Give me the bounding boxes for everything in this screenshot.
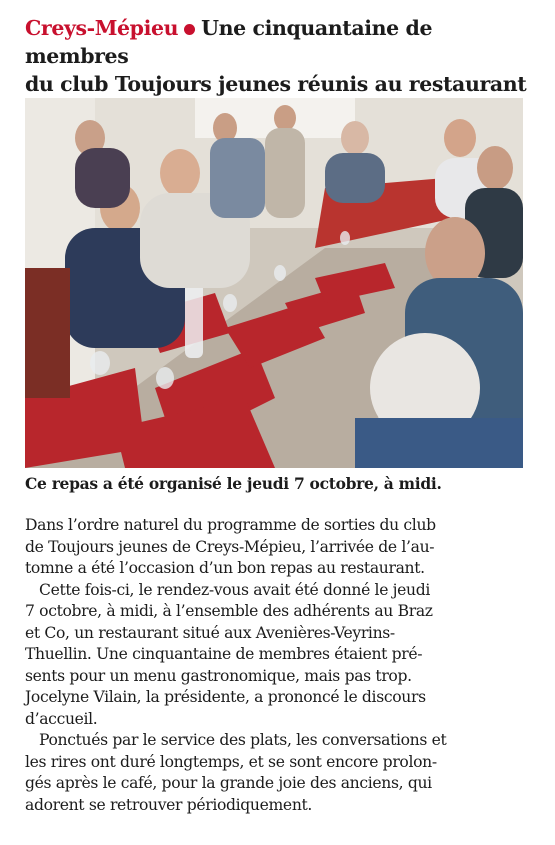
restaurant-group-photo-icon: [25, 98, 523, 468]
body-line: Jocelyne Vilain, la présidente, a prononcé le discours: [25, 688, 426, 706]
body-line: gés après le café, pour la grande joie des anciens, qui: [25, 774, 432, 792]
headline-line-1: [25, 14, 535, 70]
body-line: d’accueil.: [25, 709, 98, 728]
body-line: tomne a été l’occasion d’un bon repas au restaurant.: [25, 559, 425, 577]
body-line: Dans l’ordre naturel du programme de sorties du club: [25, 516, 436, 534]
bullet-dot-icon: [184, 24, 195, 35]
photo-caption: Ce repas a été organisé le jeudi 7 octobre, à midi.: [25, 474, 442, 493]
body-line: Thuellin. Une cinquantaine de membres étaient pré-: [25, 645, 423, 663]
headline: [25, 14, 535, 98]
article-photo: [25, 98, 523, 468]
body-line: adorent se retrouver périodiquement.: [25, 795, 313, 814]
headline-line-2: du club Toujours jeunes réunis au restaurant: [25, 72, 527, 96]
body-line: de Toujours jeunes de Creys-Mépieu, l’arrivée de l’au-: [25, 537, 435, 556]
kicker-location: Creys-Mépieu: [25, 16, 179, 40]
article-body: [25, 515, 530, 816]
headline-title-part-1: Une cinquantaine de membres: [25, 16, 433, 68]
body-line: Ponctués par le service des plats, les conversations et: [39, 731, 447, 749]
body-line: 7 octobre, à midi, à l’ensemble des adhérents au Braz: [25, 602, 433, 620]
body-line: les rires ont duré longtemps, et se sont encore prolon-: [25, 752, 437, 771]
body-line: sents pour un menu gastronomique, mais pas trop.: [25, 666, 412, 685]
body-line: Cette fois-ci, le rendez-vous avait été donné le jeudi: [39, 580, 431, 599]
body-line: et Co, un restaurant situé aux Avenières-Veyrins-: [25, 623, 395, 642]
